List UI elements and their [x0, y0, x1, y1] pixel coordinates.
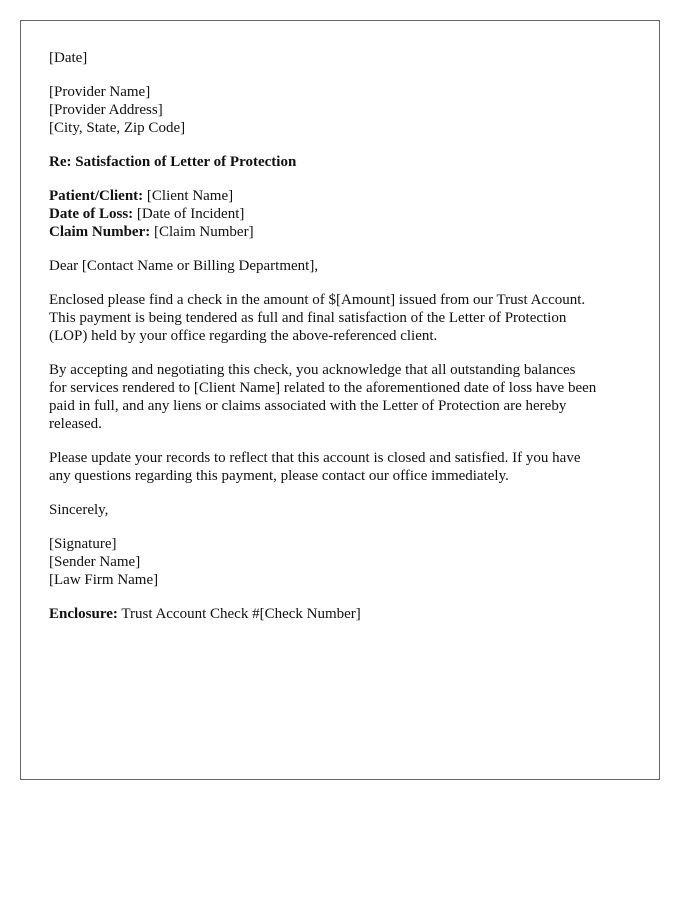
details-block — [49, 187, 639, 241]
letter-date: [Date] — [49, 50, 88, 66]
paragraph-line: This payment is being tendered as full and final satisfaction of the Letter of Protection — [49, 310, 567, 326]
enclosure-value: Trust Account Check #[Check Number] — [117, 606, 361, 622]
provider-name: [Provider Name] — [49, 84, 151, 100]
patient-label: Patient/Client: — [49, 188, 144, 204]
paragraph-line: Please update your records to reflect that this account is closed and satisfied. If you have — [49, 450, 581, 466]
salutation: Dear [Contact Name or Billing Department], — [49, 258, 319, 274]
patient-value: [Client Name] — [143, 188, 234, 204]
paragraph-line: for services rendered to [Client Name] related to the aforementioned date of loss have been — [49, 380, 597, 396]
paragraph-line: released. — [49, 416, 102, 432]
date-of-loss-row — [49, 205, 639, 223]
enclosure-line — [49, 605, 639, 623]
paragraph-line: (LOP) held by your office regarding the above-referenced client. — [49, 328, 438, 344]
enclosure-label: Enclosure: — [49, 606, 118, 622]
claim-number-row — [49, 223, 639, 241]
claim-number-label: Claim Number: — [49, 224, 151, 240]
date-of-loss-label: Date of Loss: — [49, 206, 134, 222]
sender-name: [Sender Name] — [49, 554, 141, 570]
subject-line — [49, 153, 639, 171]
letter-page — [20, 20, 660, 780]
letter-content — [49, 49, 639, 639]
paragraph-line: Enclosed please find a check in the amount of $[Amount] issued from our Trust Account. — [49, 292, 586, 308]
body-paragraph-1 — [49, 291, 639, 345]
signature-placeholder: [Signature] — [49, 536, 117, 552]
provider-city-state-zip: [City, State, Zip Code] — [49, 120, 186, 136]
provider-block — [49, 83, 639, 137]
body-paragraph-3 — [49, 449, 639, 485]
closing: Sincerely, — [49, 502, 109, 518]
signature-block — [49, 535, 639, 589]
paragraph-line: By accepting and negotiating this check, you acknowledge that all outstanding balances — [49, 362, 576, 378]
paragraph-line: paid in full, and any liens or claims associated with the Letter of Protection are hereby — [49, 398, 567, 414]
law-firm-name: [Law Firm Name] — [49, 572, 159, 588]
patient-row — [49, 187, 639, 205]
provider-address: [Provider Address] — [49, 102, 163, 118]
paragraph-line: any questions regarding this payment, please contact our office immediately. — [49, 468, 509, 484]
subject-text: Re: Satisfaction of Letter of Protection — [49, 154, 297, 170]
body-paragraph-2 — [49, 361, 639, 433]
claim-number-value: [Claim Number] — [150, 224, 254, 240]
date-of-loss-value: [Date of Incident] — [133, 206, 245, 222]
